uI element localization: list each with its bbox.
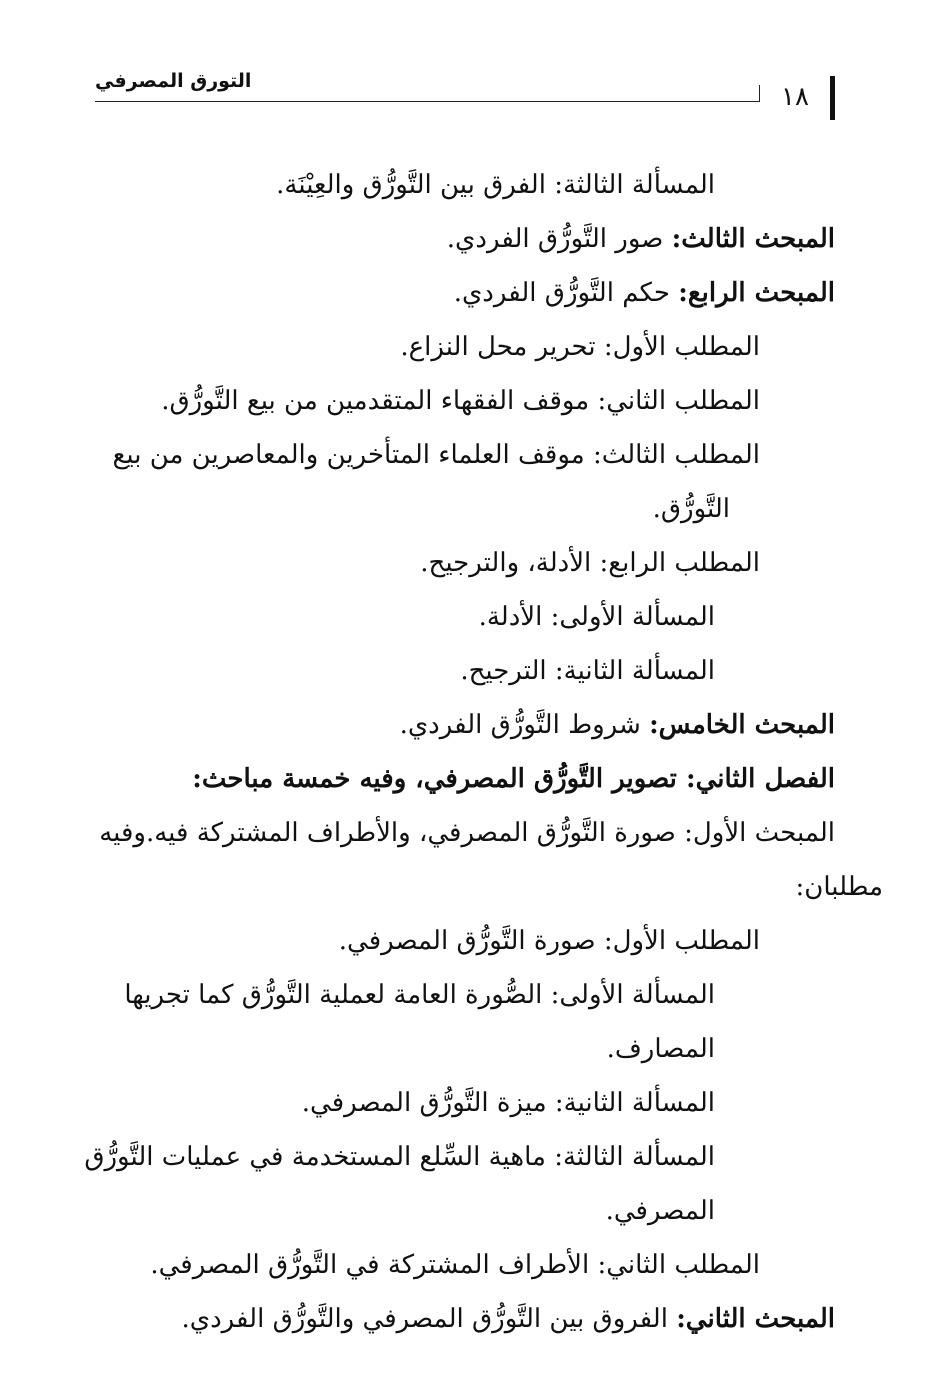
header-bar: [830, 76, 835, 120]
toc-line: الفصل الثاني: تصوير التَّورُّق المصرفي، وفيه خمسة مباحث:: [192, 764, 835, 794]
toc-line: المطلب الثاني: الأطراف المشتركة في التَّورُّق المصرفي.: [150, 1250, 760, 1280]
toc-line: المطلب الثالث: موقف العلماء المتأخرين والمعاصرين من بيع: [112, 440, 760, 470]
toc-line: المسألة الأولى: الأدلة.: [478, 602, 715, 632]
toc-content: [84, 158, 883, 1346]
header-rule-tick: [759, 85, 760, 102]
toc-line: المبحث الخامس: شروط التَّورُّق الفردي.: [399, 710, 835, 740]
toc-line: المسألة الأولى: الصُّورة العامة لعملية التَّورُّق كما تجريها: [124, 980, 715, 1010]
toc-line: المسألة الثانية: ميزة التَّورُّق المصرفي.: [301, 1088, 715, 1118]
toc-line: المطلب الأول: صورة التَّورُّق المصرفي.: [338, 926, 760, 956]
running-title: التورق المصرفي: [95, 70, 252, 92]
toc-line: المبحث الثاني: الفروق بين التَّورُّق المصرفي والتَّورُّق الفردي.: [181, 1304, 835, 1334]
toc-line: مطلبان:: [795, 872, 883, 902]
toc-line: المسألة الثالثة: ماهية السِّلع المستخدمة في عمليات التَّورُّق: [84, 1142, 715, 1172]
header-rule: [95, 101, 760, 102]
toc-line: المطلب الثاني: موقف الفقهاء المتقدمين من بيع التَّورُّق.: [161, 386, 760, 416]
page-number: ١٨: [781, 82, 809, 112]
toc-line: التَّورُّق.: [652, 494, 730, 524]
toc-line: المبحث الثالث: صور التَّورُّق الفردي.: [446, 224, 835, 254]
toc-line: المسألة الثانية: الترجيح.: [460, 656, 715, 686]
page-header: [95, 70, 840, 120]
toc-line: المطلب الأول: تحرير محل النزاع.: [400, 332, 760, 362]
toc-line: المبحث الأول: صورة التَّورُّق المصرفي، والأطراف المشتركة فيه.وفيه: [99, 818, 835, 848]
toc-line: المسألة الثالثة: الفرق بين التَّورُّق والعِيْنَة.: [276, 170, 715, 200]
toc-line: المطلب الرابع: الأدلة، والترجيح.: [420, 548, 760, 578]
toc-line: المبحث الرابع: حكم التَّورُّق الفردي.: [453, 278, 835, 308]
toc-line: المصارف.: [606, 1034, 715, 1064]
toc-line: المصرفي.: [605, 1196, 715, 1226]
